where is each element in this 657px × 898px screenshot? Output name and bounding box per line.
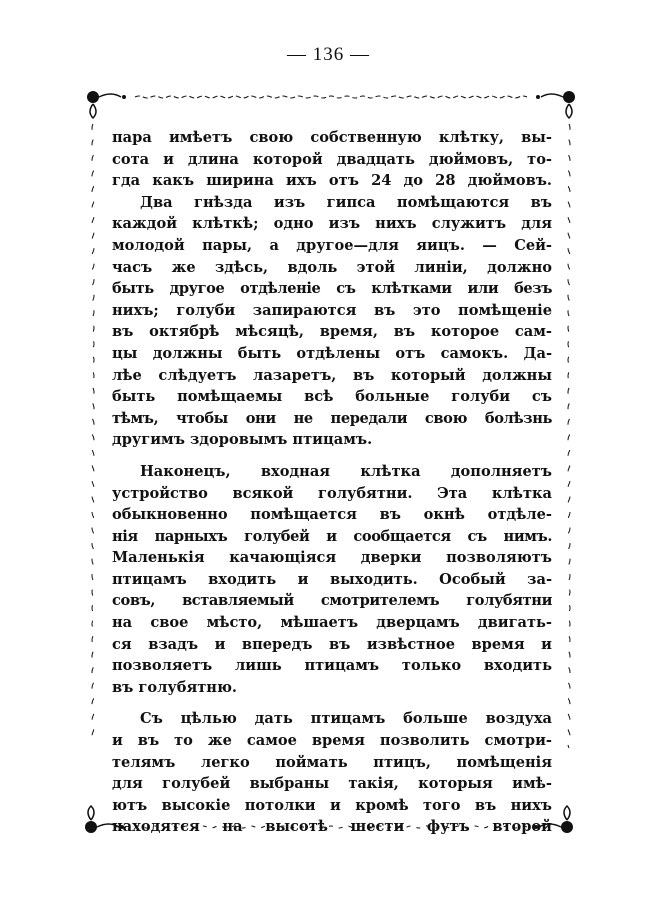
text-line: быть помѣщаемы всѣ больные голуби съ [112, 388, 552, 406]
text-line: ютъ высокіе потолки и кромѣ того въ нихъ [112, 796, 552, 814]
text-line: цы должны быть отдѣлены отъ самокъ. Да- [112, 344, 552, 362]
text-line: находятся на высотѣ шести футъ второй [112, 818, 552, 836]
text-line: тѣмъ, чтобы они не передали свою болѣзнь [112, 409, 552, 427]
text-line: часъ же здѣсь, вдоль этой линіи, должно [112, 258, 552, 276]
paragraph [112, 708, 552, 838]
text-line: нихъ; голуби запираются въ это помѣщеніе [112, 301, 552, 319]
text-line: для голубей выбраны такія, которыя имѣ- [112, 775, 552, 793]
text-line: Съ цѣлью дать птицамъ больше воздуха [140, 710, 552, 728]
text-line: сота и длина которой двадцать дюймовъ, то- [112, 150, 552, 168]
text-line: обыкновенно помѣщается въ окнѣ отдѣле- [112, 506, 552, 524]
text-line: и въ то же самое время позволить смотри- [112, 732, 552, 750]
text-line: птицамъ входить и выходить. Особый за- [112, 570, 552, 588]
text-line: на свое мѣсто, мѣшаетъ дверцамъ двигать- [112, 614, 552, 632]
text-line: гда какъ ширина ихъ отъ 24 до 28 дюймовъ. [112, 172, 552, 190]
text-line: Наконецъ, входная клѣтка дополняетъ [140, 462, 552, 480]
text-line: молодой пары, а другое—для яицъ. — Сей- [112, 236, 552, 254]
text-line: Маленькія качающіяся дверки позволяютъ [112, 549, 552, 567]
text-line: совъ, вставляемый смотрителемъ голубятни [112, 592, 552, 610]
text-line: лѣе слѣдуетъ лазаретъ, въ который должны [112, 366, 552, 384]
text-line: ся взадъ и впередъ въ извѣстное время и [112, 635, 552, 653]
text-line: каждой клѣткѣ; одно изъ нихъ служитъ для [112, 215, 552, 233]
text-line: въ голубятню. [112, 678, 238, 696]
text-line: Два гнѣзда изъ гипса помѣщаются въ [140, 193, 552, 211]
text-line: въ октябрѣ мѣсяцѣ, время, въ которое сам- [112, 323, 552, 341]
text-line: телямъ легко поймать птицъ, помѣщенія [112, 753, 552, 771]
text-line: позволяетъ лишь птицамъ только входить [112, 657, 552, 675]
text-line: нія парныхъ голубей и сообщается съ нимъ. [112, 527, 552, 545]
corner-ornament-icon [536, 91, 575, 118]
paragraph [112, 461, 552, 699]
text-line: устройство всякой голубятни. Эта клѣтка [112, 484, 552, 502]
paragraph [112, 127, 552, 451]
body-text [112, 127, 552, 838]
text-line: быть другое отдѣленіе съ клѣтками или безъ [112, 280, 552, 298]
text-line: другимъ здоровымъ птицамъ. [112, 431, 373, 449]
text-line: пара имѣетъ свою собственную клѣтку, вы- [112, 129, 552, 146]
page-number: — 136 — [287, 44, 370, 65]
corner-ornament-icon [87, 91, 126, 118]
